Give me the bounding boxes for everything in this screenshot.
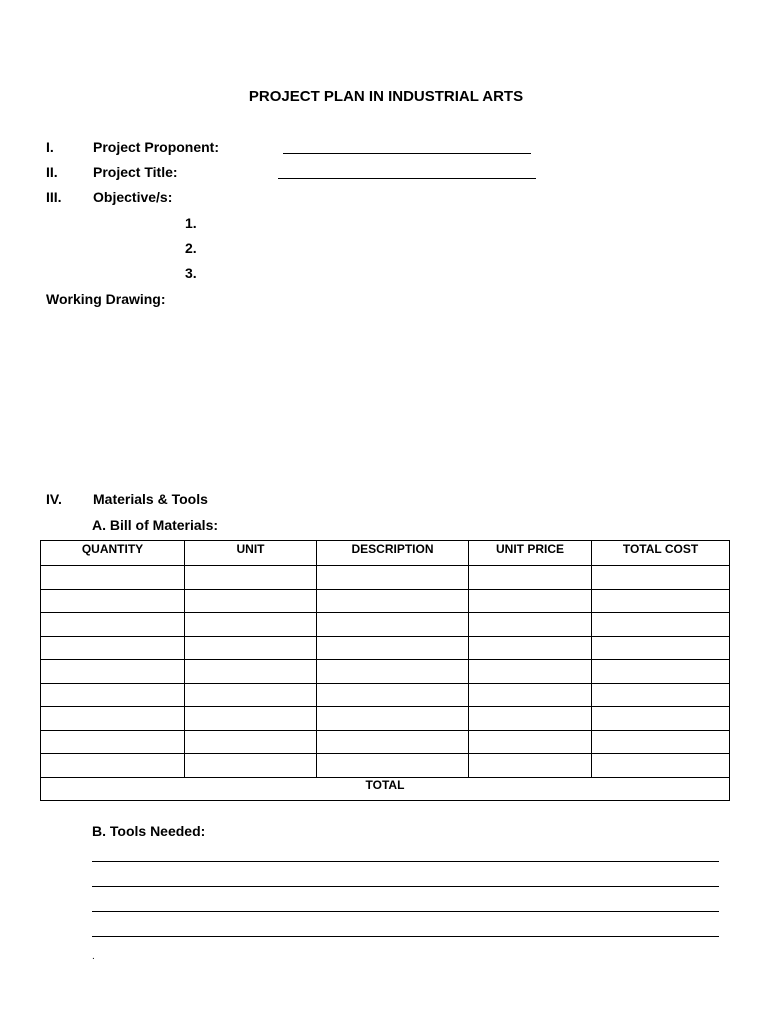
- table-cell[interactable]: [592, 636, 730, 660]
- table-cell[interactable]: [185, 754, 317, 778]
- table-cell[interactable]: [185, 636, 317, 660]
- bill-of-materials-heading: A. Bill of Materials:: [92, 517, 219, 533]
- column-header-unit-price: UNIT PRICE: [469, 541, 592, 566]
- table-row: [41, 636, 730, 660]
- project-title-field[interactable]: [278, 166, 536, 179]
- table-cell[interactable]: [185, 660, 317, 684]
- table-total-row: [41, 777, 730, 801]
- table-cell[interactable]: [317, 613, 469, 637]
- table-cell[interactable]: [317, 636, 469, 660]
- table-cell[interactable]: [592, 613, 730, 637]
- table-cell[interactable]: [592, 660, 730, 684]
- tool-entry-line[interactable]: [92, 936, 719, 937]
- tool-entry-line[interactable]: [92, 861, 719, 862]
- table-cell[interactable]: [41, 636, 185, 660]
- tool-entry-line[interactable]: [92, 886, 719, 887]
- table-cell[interactable]: [185, 683, 317, 707]
- column-header-description: DESCRIPTION: [317, 541, 469, 566]
- table-cell[interactable]: [185, 707, 317, 731]
- table-header-row: [41, 541, 730, 566]
- objectives-label: Objective/s:: [93, 189, 173, 205]
- table-cell[interactable]: [469, 683, 592, 707]
- tool-entry-line[interactable]: [92, 911, 719, 912]
- table-cell[interactable]: [469, 636, 592, 660]
- table-cell[interactable]: [41, 589, 185, 613]
- section-numeral-2: II.: [46, 164, 58, 180]
- table-cell[interactable]: [592, 730, 730, 754]
- table-row: [41, 589, 730, 613]
- section-numeral-1: I.: [46, 139, 54, 155]
- table-cell[interactable]: [592, 707, 730, 731]
- section-numeral-3: III.: [46, 189, 62, 205]
- working-drawing-label: Working Drawing:: [46, 291, 166, 307]
- table-row: [41, 683, 730, 707]
- table-cell[interactable]: [469, 613, 592, 637]
- trailing-mark: .: [92, 951, 95, 962]
- table-cell[interactable]: [317, 683, 469, 707]
- project-proponent-label: Project Proponent:: [93, 139, 220, 155]
- table-row: [41, 660, 730, 684]
- table-row: [41, 754, 730, 778]
- table-cell[interactable]: [469, 754, 592, 778]
- table-cell[interactable]: [41, 707, 185, 731]
- table-cell[interactable]: [469, 707, 592, 731]
- bill-of-materials-table: [40, 540, 730, 801]
- table-cell[interactable]: [592, 754, 730, 778]
- table-cell[interactable]: [41, 683, 185, 707]
- objective-item-2: 2.: [185, 240, 197, 256]
- table-cell[interactable]: [185, 730, 317, 754]
- table-row: [41, 730, 730, 754]
- table-cell[interactable]: [41, 754, 185, 778]
- objective-item-1: 1.: [185, 215, 197, 231]
- table-row: [41, 707, 730, 731]
- materials-tools-label: Materials & Tools: [93, 491, 208, 507]
- table-cell[interactable]: [317, 754, 469, 778]
- table-cell[interactable]: [41, 613, 185, 637]
- table-cell[interactable]: [41, 660, 185, 684]
- table-cell[interactable]: [469, 589, 592, 613]
- table-cell[interactable]: [317, 707, 469, 731]
- table-row: [41, 613, 730, 637]
- table-cell[interactable]: [592, 589, 730, 613]
- table-cell[interactable]: [469, 730, 592, 754]
- column-header-total-cost: TOTAL COST: [592, 541, 730, 566]
- total-label: TOTAL: [41, 777, 730, 801]
- table-cell[interactable]: [469, 660, 592, 684]
- table-cell[interactable]: [185, 566, 317, 590]
- tools-needed-heading: B. Tools Needed:: [92, 823, 206, 839]
- table-cell[interactable]: [317, 589, 469, 613]
- table-cell[interactable]: [41, 730, 185, 754]
- table-cell[interactable]: [317, 730, 469, 754]
- column-header-quantity: QUANTITY: [41, 541, 185, 566]
- column-header-unit: UNIT: [185, 541, 317, 566]
- table-cell[interactable]: [185, 589, 317, 613]
- section-numeral-4: IV.: [46, 491, 62, 507]
- table-cell[interactable]: [185, 613, 317, 637]
- table-cell[interactable]: [317, 660, 469, 684]
- table-cell[interactable]: [469, 566, 592, 590]
- table-cell[interactable]: [592, 683, 730, 707]
- project-title-label: Project Title:: [93, 164, 178, 180]
- table-cell[interactable]: [592, 566, 730, 590]
- project-proponent-field[interactable]: [283, 141, 531, 154]
- table-row: [41, 566, 730, 590]
- table-cell[interactable]: [41, 566, 185, 590]
- objective-item-3: 3.: [185, 265, 197, 281]
- page-title: PROJECT PLAN IN INDUSTRIAL ARTS: [248, 88, 524, 105]
- table-cell[interactable]: [317, 566, 469, 590]
